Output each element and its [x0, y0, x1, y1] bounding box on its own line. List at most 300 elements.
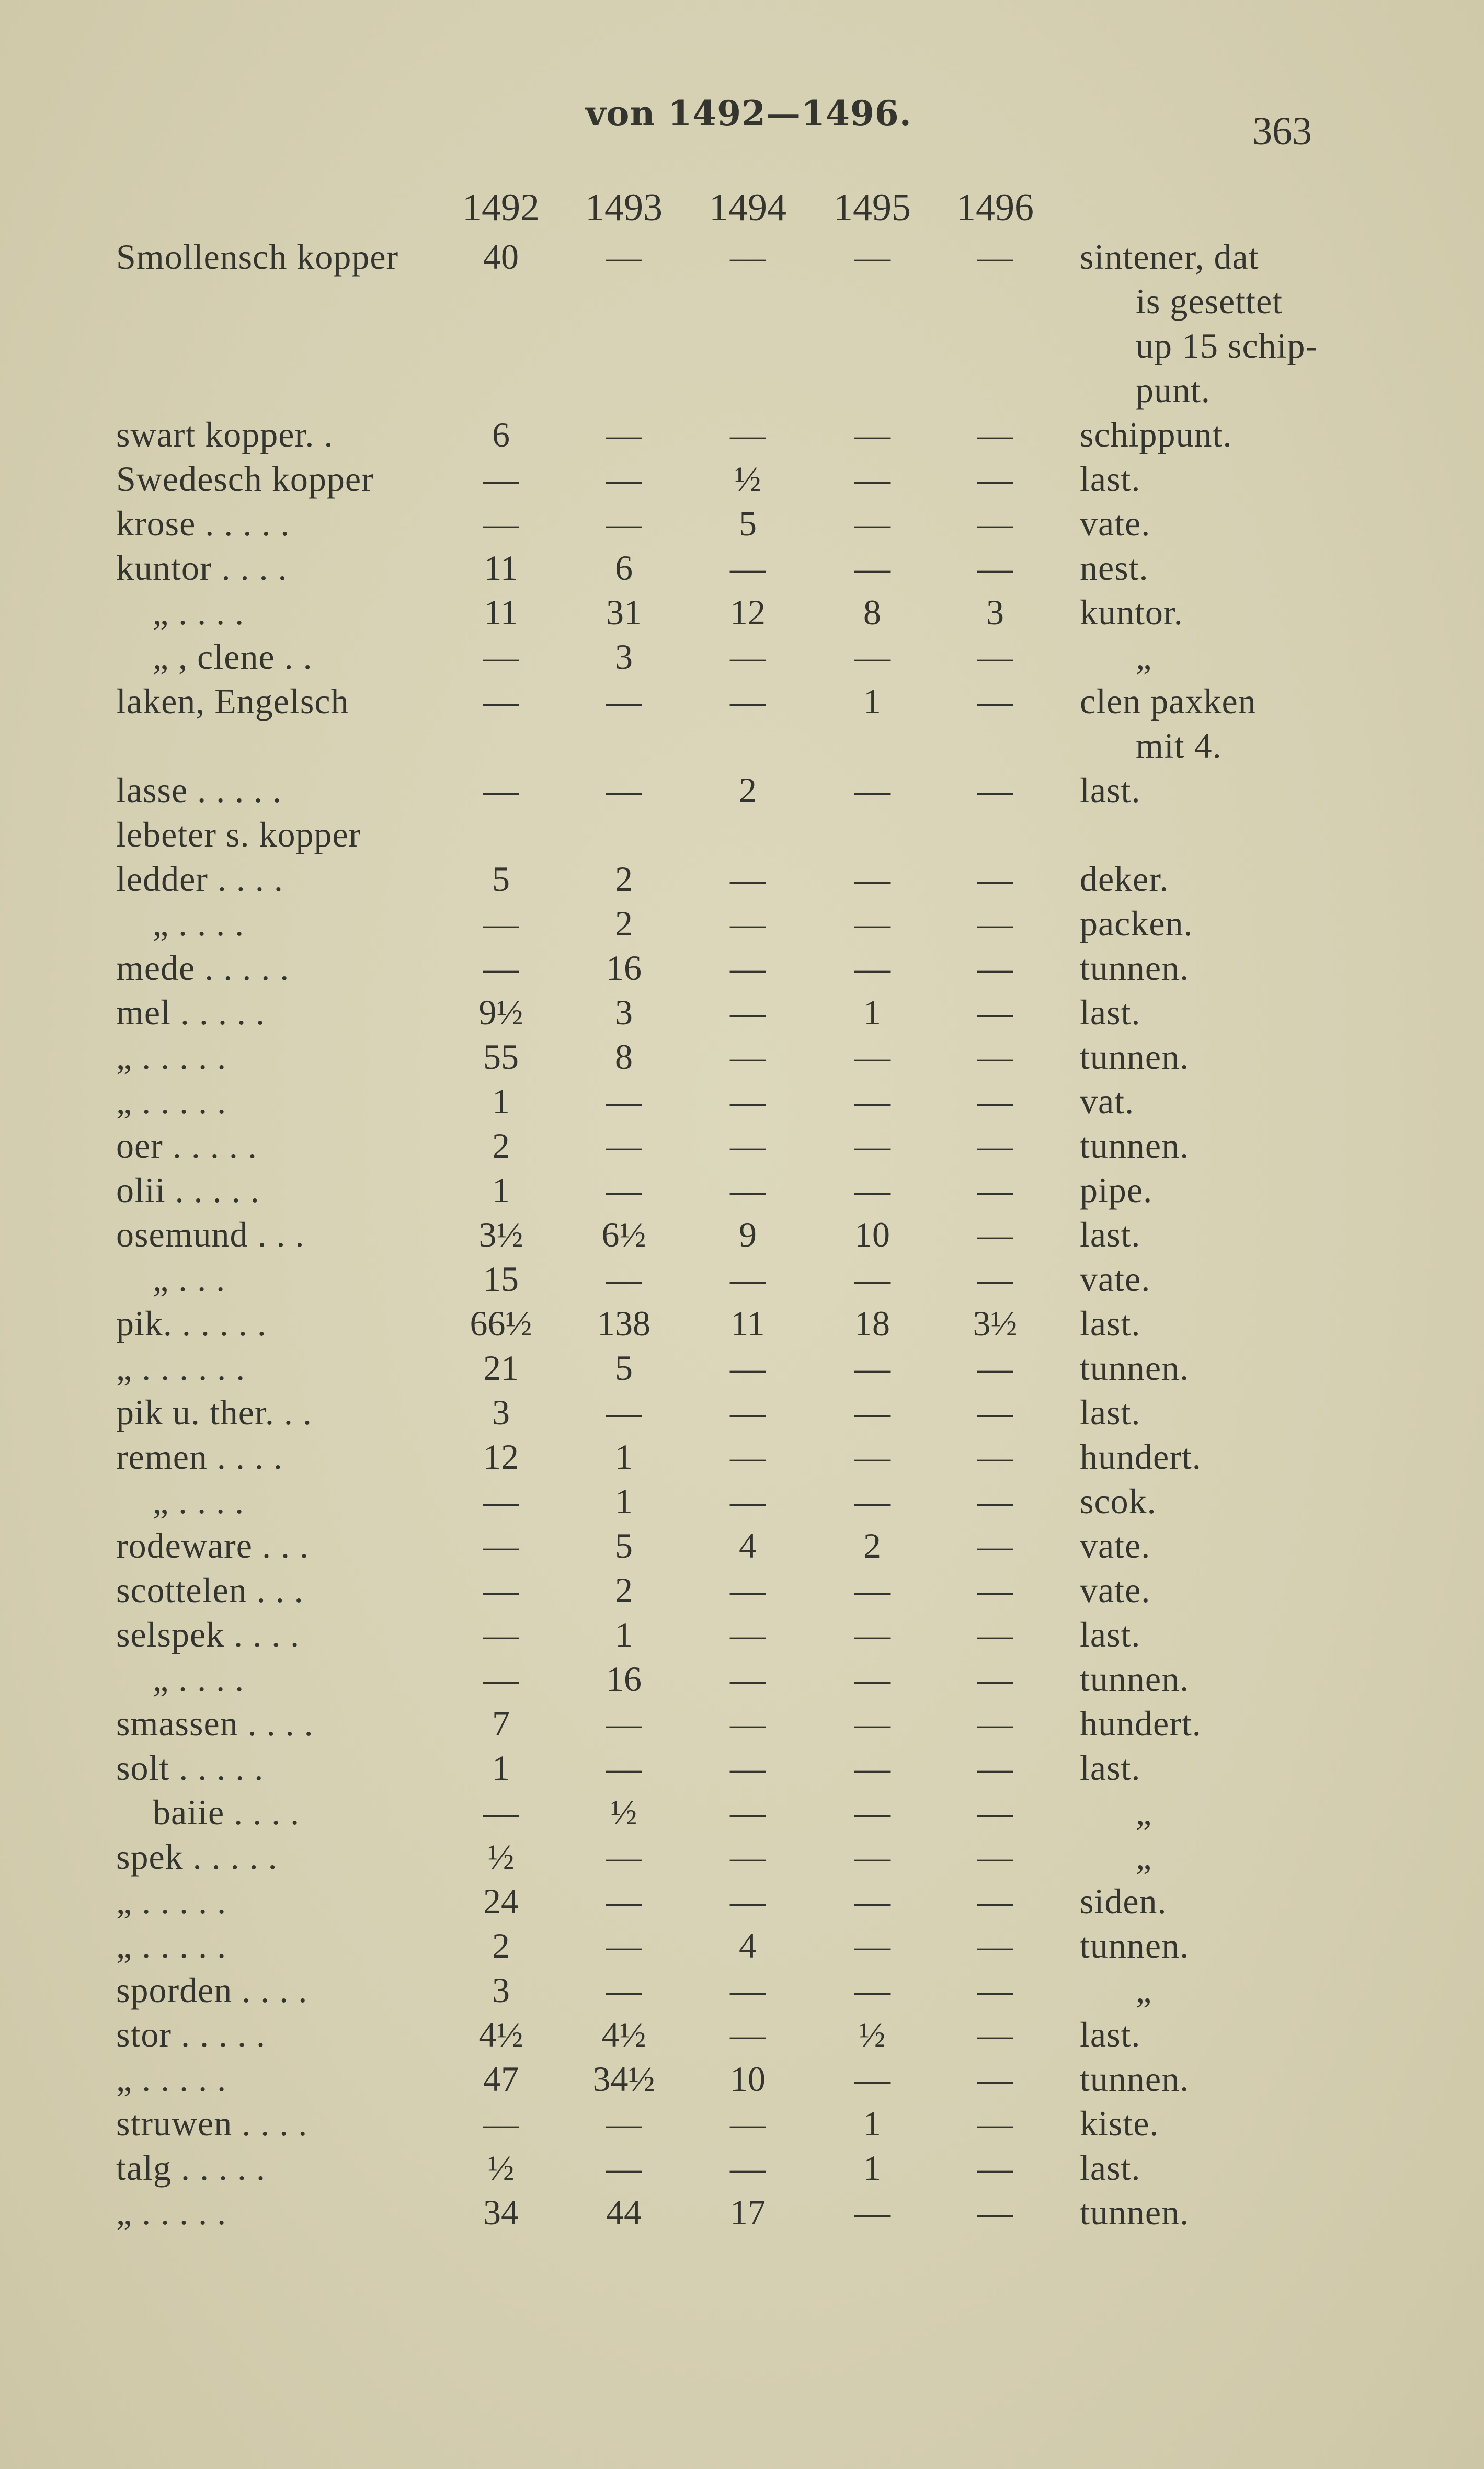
value-1495: —: [854, 2059, 890, 2099]
value-1493: —: [606, 1704, 642, 1743]
value-1495: —: [854, 770, 890, 810]
value-1492: —: [483, 459, 519, 499]
value-1495: —: [854, 1881, 890, 1921]
value-1494: —: [730, 2148, 766, 2188]
value-1493: 31: [606, 592, 642, 632]
value-1492: 2: [492, 1126, 510, 1165]
value-1494: —: [730, 1970, 766, 2010]
value-1494: —: [730, 1259, 766, 1299]
value-1494: —: [730, 1659, 766, 1699]
value-1496: —: [977, 1081, 1013, 1121]
commodity-label: kuntor . . . .: [116, 548, 288, 588]
value-1493: 2: [615, 859, 633, 899]
table-row: [0, 2146, 1484, 2190]
unit-label: tunnen.: [1080, 1037, 1190, 1077]
commodity-label: spek . . . . .: [116, 1837, 278, 1877]
value-1495: —: [854, 1348, 890, 1388]
value-1494: —: [730, 948, 766, 988]
value-1493: 6: [615, 548, 633, 588]
value-1495: —: [854, 948, 890, 988]
unit-label: clen paxken: [1080, 681, 1257, 721]
value-1495: —: [854, 859, 890, 899]
value-1495: —: [854, 1792, 890, 1832]
value-1495: —: [854, 1481, 890, 1521]
value-1496: —: [977, 637, 1013, 677]
value-1494: 10: [730, 2059, 766, 2099]
value-1492: 1: [492, 1170, 510, 1210]
value-1496: —: [977, 2148, 1013, 2188]
unit-label: packen.: [1080, 904, 1193, 943]
value-1495: 18: [854, 1304, 890, 1343]
value-1492: 55: [483, 1037, 519, 1077]
table-row: [0, 1879, 1484, 1924]
unit-label: tunnen.: [1080, 1348, 1190, 1388]
value-1494: 11: [730, 1304, 765, 1343]
table-row: [0, 1168, 1484, 1213]
unit-label: last.: [1080, 1392, 1141, 1432]
value-1495: —: [854, 1615, 890, 1654]
unit-label: vate.: [1080, 1570, 1151, 1610]
running-head: von 1492—1496.: [586, 93, 912, 134]
table-row: [0, 590, 1484, 635]
value-1496: —: [977, 1970, 1013, 2010]
value-1492: 4½: [478, 2015, 523, 2054]
unit-label: last.: [1080, 1304, 1141, 1343]
value-1495: —: [854, 459, 890, 499]
value-1496: —: [977, 2192, 1013, 2232]
value-1495: —: [854, 1748, 890, 1788]
value-1495: —: [854, 415, 890, 454]
commodity-label: talg . . . . .: [116, 2148, 266, 2188]
value-1496: —: [977, 1392, 1013, 1432]
value-1496: —: [977, 1215, 1013, 1254]
value-1492: 40: [483, 237, 519, 277]
year-1494: 1494: [709, 186, 786, 229]
value-1496: —: [977, 1437, 1013, 1477]
table-row: [0, 501, 1484, 546]
value-1492: 3: [492, 1970, 510, 2010]
value-1492: 1: [492, 1748, 510, 1788]
unit-label: siden.: [1080, 1881, 1167, 1921]
value-1492: —: [483, 2104, 519, 2143]
commodity-label: lebeter s. kopper: [116, 815, 361, 854]
value-1494: —: [730, 1570, 766, 1610]
value-1493: 138: [597, 1304, 650, 1343]
unit-label: last.: [1080, 459, 1141, 499]
value-1495: —: [854, 237, 890, 277]
table-row: [0, 1124, 1484, 1168]
unit-label: vat.: [1080, 1081, 1135, 1121]
value-1492: 34: [483, 2192, 519, 2232]
table-row: [0, 1746, 1484, 1790]
table-row: [0, 1924, 1484, 1968]
value-1492: 11: [484, 548, 518, 588]
commodity-label: „ . . . . .: [116, 2192, 227, 2232]
year-1495: 1495: [834, 186, 911, 229]
value-1494: 17: [730, 2192, 766, 2232]
commodity-label: osemund . . .: [116, 1215, 305, 1254]
table-row: [0, 1968, 1484, 2013]
commodity-label: sporden . . . .: [116, 1970, 308, 2010]
commodity-label: baiie . . . .: [153, 1792, 300, 1832]
value-1495: —: [854, 1704, 890, 1743]
table-row: [0, 235, 1484, 279]
commodity-label: Smollensch kopper: [116, 237, 399, 277]
value-1496: —: [977, 548, 1013, 588]
value-1493: —: [606, 415, 642, 454]
value-1492: 6: [492, 415, 510, 454]
unit-label: last.: [1080, 992, 1141, 1032]
commodity-label: „ . . . . .: [116, 1926, 227, 1965]
year-1492: 1492: [462, 186, 540, 229]
table-row: [0, 2190, 1484, 2235]
value-1493: —: [606, 1392, 642, 1432]
table-row: [0, 857, 1484, 901]
commodity-label: ledder . . . .: [116, 859, 283, 899]
commodity-label: „ . . .: [153, 1259, 226, 1299]
table-row: [0, 768, 1484, 813]
value-1495: —: [854, 1659, 890, 1699]
value-1496: —: [977, 770, 1013, 810]
value-1496: —: [977, 859, 1013, 899]
value-1492: 9½: [478, 992, 523, 1032]
value-1494: —: [730, 1615, 766, 1654]
value-1494: —: [730, 1126, 766, 1165]
commodity-label: laken, Engelsch: [116, 681, 349, 721]
value-1492: 7: [492, 1704, 510, 1743]
value-1496: —: [977, 2059, 1013, 2099]
unit-label: pipe.: [1080, 1170, 1153, 1210]
value-1493: 8: [615, 1037, 633, 1077]
table-row: [0, 1390, 1484, 1435]
value-1494: —: [730, 1170, 766, 1210]
value-1496: —: [977, 1881, 1013, 1921]
value-1494: —: [730, 237, 766, 277]
goods-table: [0, 235, 1484, 2235]
commodity-label: pik u. ther. . .: [116, 1392, 312, 1432]
value-1493: 44: [606, 2192, 642, 2232]
value-1495: ½: [859, 2015, 886, 2054]
value-1494: —: [730, 548, 766, 588]
unit-label: last.: [1080, 1748, 1141, 1788]
value-1495: —: [854, 1392, 890, 1432]
value-1492: 11: [484, 592, 518, 632]
value-1494: 4: [739, 1926, 757, 1965]
page-number: 363: [1252, 109, 1312, 153]
value-1492: 21: [483, 1348, 519, 1388]
value-1495: —: [854, 1926, 890, 1965]
table-row: [0, 1213, 1484, 1257]
unit-label: last.: [1080, 1215, 1141, 1254]
value-1495: —: [854, 637, 890, 677]
unit-label: hundert.: [1080, 1437, 1202, 1477]
value-1496: —: [977, 1481, 1013, 1521]
unit-label: „: [1136, 1970, 1152, 2010]
value-1496: —: [977, 681, 1013, 721]
table-row: [0, 1835, 1484, 1879]
value-1493: —: [606, 1837, 642, 1877]
value-1495: —: [854, 504, 890, 543]
unit-label: schippunt.: [1080, 415, 1232, 454]
value-1493: 4½: [601, 2015, 646, 2054]
table-row: [0, 1790, 1484, 1835]
value-1496: —: [977, 459, 1013, 499]
commodity-label: „ . . . . .: [116, 1037, 227, 1077]
commodity-label: solt . . . . .: [116, 1748, 264, 1788]
value-1493: —: [606, 1081, 642, 1121]
value-1496: —: [977, 1126, 1013, 1165]
unit-label: nest.: [1080, 548, 1149, 588]
value-1493: 2: [615, 904, 633, 943]
value-1492: 66½: [470, 1304, 532, 1343]
value-1492: ½: [487, 2148, 515, 2188]
value-1494: —: [730, 1704, 766, 1743]
value-1496: —: [977, 904, 1013, 943]
unit-label: is gesettet: [1136, 281, 1283, 321]
unit-label: tunnen.: [1080, 948, 1190, 988]
value-1492: 5: [492, 859, 510, 899]
value-1494: 2: [739, 770, 757, 810]
value-1494: —: [730, 1392, 766, 1432]
table-row: [0, 2013, 1484, 2057]
value-1492: 24: [483, 1881, 519, 1921]
value-1492: —: [483, 1570, 519, 1610]
value-1493: —: [606, 1926, 642, 1965]
value-1494: —: [730, 1881, 766, 1921]
unit-label: last.: [1080, 2148, 1141, 2188]
value-1494: —: [730, 2015, 766, 2054]
value-1493: 2: [615, 1570, 633, 1610]
value-1493: —: [606, 1748, 642, 1788]
table-row: [0, 1657, 1484, 1701]
value-1492: —: [483, 948, 519, 988]
commodity-label: mede . . . . .: [116, 948, 290, 988]
value-1496: —: [977, 992, 1013, 1032]
value-1494: —: [730, 1348, 766, 1388]
commodity-label: „ . . . . .: [116, 1881, 227, 1921]
value-1494: —: [730, 1748, 766, 1788]
unit-label: vate.: [1080, 1259, 1151, 1299]
value-1494: —: [730, 859, 766, 899]
table-row: [0, 324, 1484, 368]
value-1493: —: [606, 770, 642, 810]
unit-label: „: [1136, 637, 1152, 677]
value-1494: —: [730, 904, 766, 943]
year-1493: 1493: [585, 186, 663, 229]
table-row: [0, 1035, 1484, 1079]
value-1494: —: [730, 415, 766, 454]
value-1493: 1: [615, 1481, 633, 1521]
value-1492: —: [483, 504, 519, 543]
unit-label: mit 4.: [1136, 726, 1222, 765]
value-1492: 47: [483, 2059, 519, 2099]
value-1494: 12: [730, 592, 766, 632]
commodity-label: „ . . . . .: [116, 1081, 227, 1121]
table-row: [0, 679, 1484, 724]
value-1493: —: [606, 1126, 642, 1165]
value-1495: 1: [863, 681, 881, 721]
value-1495: —: [854, 904, 890, 943]
unit-label: last.: [1080, 770, 1141, 810]
value-1494: —: [730, 1792, 766, 1832]
table-row: [0, 990, 1484, 1035]
commodity-label: lasse . . . . .: [116, 770, 282, 810]
value-1494: —: [730, 637, 766, 677]
commodity-label: „ . . . .: [153, 1659, 245, 1699]
value-1492: 3: [492, 1392, 510, 1432]
value-1496: —: [977, 1526, 1013, 1565]
value-1494: 5: [739, 504, 757, 543]
value-1496: —: [977, 1748, 1013, 1788]
commodity-label: „ . . . .: [153, 904, 245, 943]
value-1495: 1: [863, 2104, 881, 2143]
table-row: [0, 546, 1484, 590]
value-1493: —: [606, 237, 642, 277]
commodity-label: oer . . . . .: [116, 1126, 257, 1165]
value-1496: —: [977, 2015, 1013, 2054]
value-1493: 5: [615, 1348, 633, 1388]
unit-label: „: [1136, 1837, 1152, 1877]
table-row: [0, 724, 1484, 768]
commodity-label: Swedesch kopper: [116, 459, 374, 499]
year-header-row: [0, 186, 1484, 233]
unit-label: hundert.: [1080, 1704, 1202, 1743]
value-1496: —: [977, 2104, 1013, 2143]
unit-label: sintener, dat: [1080, 237, 1259, 277]
unit-label: vate.: [1080, 1526, 1151, 1565]
value-1492: ½: [487, 1837, 515, 1877]
unit-label: up 15 schip-: [1136, 326, 1318, 365]
table-row: [0, 635, 1484, 679]
value-1493: 16: [606, 948, 642, 988]
value-1493: —: [606, 459, 642, 499]
value-1493: 3: [615, 992, 633, 1032]
unit-label: „: [1136, 1792, 1152, 1832]
table-row: [0, 279, 1484, 324]
value-1495: 10: [854, 1215, 890, 1254]
value-1492: 3½: [478, 1215, 523, 1254]
commodity-label: stor . . . . .: [116, 2015, 266, 2054]
value-1493: 3: [615, 637, 633, 677]
table-row: [0, 901, 1484, 946]
unit-label: kuntor.: [1080, 592, 1183, 632]
commodity-label: „ , clene . .: [153, 637, 313, 677]
value-1495: —: [854, 1259, 890, 1299]
unit-label: last.: [1080, 1615, 1141, 1654]
commodity-label: selspek . . . .: [116, 1615, 300, 1654]
value-1492: 2: [492, 1926, 510, 1965]
value-1494: —: [730, 1437, 766, 1477]
value-1494: 4: [739, 1526, 757, 1565]
commodity-label: remen . . . .: [116, 1437, 283, 1477]
value-1492: —: [483, 1481, 519, 1521]
value-1493: 16: [606, 1659, 642, 1699]
value-1493: —: [606, 1170, 642, 1210]
value-1496: —: [977, 1570, 1013, 1610]
value-1495: —: [854, 1037, 890, 1077]
value-1496: —: [977, 1170, 1013, 1210]
value-1495: 1: [863, 2148, 881, 2188]
unit-label: tunnen.: [1080, 1126, 1190, 1165]
unit-label: kiste.: [1080, 2104, 1159, 2143]
value-1493: —: [606, 1259, 642, 1299]
value-1492: 1: [492, 1081, 510, 1121]
value-1493: —: [606, 2104, 642, 2143]
value-1494: ½: [734, 459, 761, 499]
value-1496: —: [977, 1348, 1013, 1388]
table-row: [0, 2057, 1484, 2101]
commodity-label: „ . . . . . .: [116, 1348, 246, 1388]
value-1493: ½: [610, 1792, 637, 1832]
unit-label: last.: [1080, 2015, 1141, 2054]
value-1493: —: [606, 1970, 642, 2010]
year-1496: 1496: [956, 186, 1034, 229]
table-row: [0, 1301, 1484, 1346]
value-1496: —: [977, 504, 1013, 543]
value-1495: 1: [863, 992, 881, 1032]
commodity-label: „ . . . . .: [116, 2059, 227, 2099]
table-row: [0, 1613, 1484, 1657]
value-1492: —: [483, 1526, 519, 1565]
value-1494: —: [730, 1037, 766, 1077]
value-1495: 8: [863, 592, 881, 632]
value-1495: —: [854, 1081, 890, 1121]
value-1496: —: [977, 1615, 1013, 1654]
commodity-label: pik. . . . . .: [116, 1304, 267, 1343]
table-row: [0, 368, 1484, 413]
value-1493: 34½: [592, 2059, 655, 2099]
commodity-label: „ . . . .: [153, 1481, 245, 1521]
value-1492: —: [483, 1659, 519, 1699]
value-1493: 1: [615, 1615, 633, 1654]
commodity-label: swart kopper. .: [116, 415, 334, 454]
value-1493: 1: [615, 1437, 633, 1477]
value-1494: —: [730, 1481, 766, 1521]
value-1492: —: [483, 770, 519, 810]
table-row: [0, 813, 1484, 857]
commodity-label: krose . . . . .: [116, 504, 290, 543]
value-1492: —: [483, 1615, 519, 1654]
unit-label: tunnen.: [1080, 2059, 1190, 2099]
unit-label: tunnen.: [1080, 1926, 1190, 1965]
unit-label: punt.: [1136, 370, 1211, 410]
value-1494: —: [730, 681, 766, 721]
value-1493: 6½: [601, 1215, 646, 1254]
commodity-label: rodeware . . .: [116, 1526, 309, 1565]
value-1493: —: [606, 1881, 642, 1921]
value-1496: —: [977, 1704, 1013, 1743]
value-1495: —: [854, 1837, 890, 1877]
value-1496: —: [977, 1837, 1013, 1877]
value-1492: —: [483, 904, 519, 943]
commodity-label: mel . . . . .: [116, 992, 265, 1032]
table-row: [0, 1524, 1484, 1568]
table-row: [0, 1346, 1484, 1390]
value-1496: —: [977, 1792, 1013, 1832]
value-1492: 12: [483, 1437, 519, 1477]
table-row: [0, 1479, 1484, 1524]
table-row: [0, 413, 1484, 457]
commodity-label: smassen . . . .: [116, 1704, 314, 1743]
value-1493: 5: [615, 1526, 633, 1565]
commodity-label: scottelen . . .: [116, 1570, 304, 1610]
value-1496: —: [977, 1259, 1013, 1299]
table-row: [0, 1435, 1484, 1479]
unit-label: tunnen.: [1080, 2192, 1190, 2232]
value-1495: —: [854, 1126, 890, 1165]
value-1494: —: [730, 1837, 766, 1877]
value-1493: —: [606, 504, 642, 543]
